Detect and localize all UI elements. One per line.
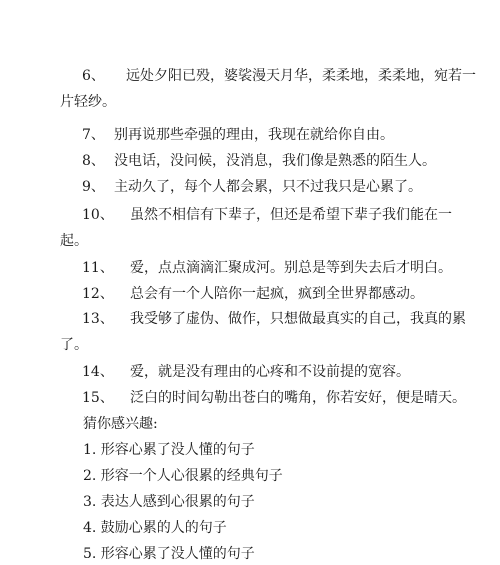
related-heading <box>83 415 158 433</box>
item-text: 远处夕阳已殁，婆裟漫天月华，柔柔地，柔柔地，宛若一 <box>126 68 476 84</box>
related-link-text[interactable]: 3. 表达人感到心很累的句子 <box>83 494 255 510</box>
quote-item <box>60 363 410 381</box>
related-link[interactable] <box>83 441 255 459</box>
quote-item <box>60 389 466 407</box>
item-number: 9、 <box>82 179 105 195</box>
quote-item <box>60 206 452 224</box>
related-link-text[interactable]: 1. 形容心累了没人懂的句子 <box>83 442 255 458</box>
quote-item <box>60 152 436 170</box>
item-number: 11、 <box>82 260 114 276</box>
quote-item <box>60 126 394 144</box>
item-text-continued: 起。 <box>60 233 88 249</box>
item-text-continued: 了。 <box>60 337 88 353</box>
related-heading-text: 猜你感兴趣: <box>83 416 158 432</box>
quote-item-continuation <box>60 336 88 354</box>
item-number: 15、 <box>82 390 114 406</box>
item-text: 我受够了虚伪、做作，只想做最真实的自己，我真的累 <box>130 311 466 327</box>
related-link-text[interactable]: 2. 形容一个人心很累的经典句子 <box>83 468 283 484</box>
item-text: 没电话，没问候，没消息，我们像是熟悉的陌生人。 <box>114 153 436 169</box>
item-number: 8、 <box>82 153 105 169</box>
item-text: 总会有一个人陪你一起疯，疯到全世界都感动。 <box>130 286 424 302</box>
related-link-text[interactable]: 5. 形容心累了没人懂的句子 <box>83 546 255 562</box>
item-text: 泛白的时间勾勒出苍白的嘴角，你若安好，便是晴天。 <box>130 390 466 406</box>
quote-item <box>60 310 466 328</box>
item-number: 14、 <box>82 364 114 380</box>
item-text: 爱，点点滴滴汇聚成河。别总是等到失去后才明白。 <box>130 260 452 276</box>
item-number: 7、 <box>82 127 105 143</box>
item-text: 虽然不相信有下辈子，但还是希望下辈子我们能在一 <box>130 207 452 223</box>
quote-item <box>60 67 476 85</box>
related-link[interactable] <box>83 493 255 511</box>
related-link[interactable] <box>83 519 227 537</box>
quote-item-continuation <box>60 232 88 250</box>
quote-item-continuation <box>60 93 116 111</box>
item-text: 主动久了，每个人都会累，只不过我只是心累了。 <box>114 179 422 195</box>
item-text-continued: 片轻纱。 <box>60 94 116 110</box>
related-link[interactable] <box>83 545 255 563</box>
item-text: 爱，就是没有理由的心疼和不设前提的宽容。 <box>130 364 410 380</box>
item-number: 10、 <box>82 207 114 223</box>
related-link-text[interactable]: 4. 鼓励心累的人的句子 <box>83 520 227 536</box>
item-number: 12、 <box>82 286 114 302</box>
related-link[interactable] <box>83 467 283 485</box>
item-text: 别再说那些牵强的理由，我现在就给你自由。 <box>114 127 394 143</box>
quote-item <box>60 178 422 196</box>
quote-item <box>60 259 452 277</box>
item-number: 13、 <box>82 311 114 327</box>
quote-item <box>60 285 424 303</box>
item-number: 6、 <box>82 68 105 84</box>
